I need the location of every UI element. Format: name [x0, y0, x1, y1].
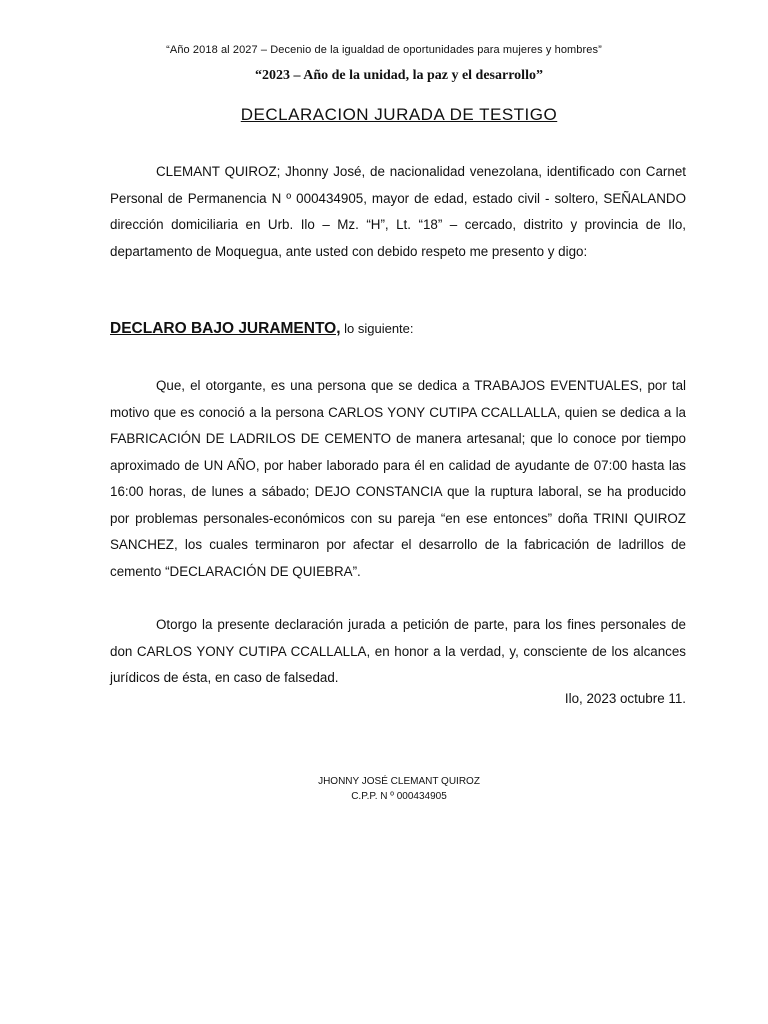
- signature-name: JHONNY JOSÉ CLEMANT QUIROZ: [318, 776, 480, 787]
- signature-id: C.P.P. N º 000434905: [351, 791, 447, 802]
- paragraph-testimony-text: Que, el otorgante, es una persona que se dedica a TRABAJOS EVENTUALES, por tal motivo que es conoció a la persona CARLOS YONY CUTIPA CCALLALLA, quien se dedica a la FABRICACIÓN DE LADRILOS DE CEMENTO de manera artesanal; que lo conoce por tiempo aproximado de UN AÑO, por haber laborado para él en calidad de ayudante de 07:00 hasta las 16:00 horas, de lunes a sábado; DEJO CONSTANCIA que la ruptura laboral, se ha producido por problemas personales-económicos con su pareja “en ese entonces” doña TRINI QUIROZ SANCHEZ, los cuales terminaron por afectar el desarrollo de la fabricación de ladrillos de cemento “DECLARACIÓN DE QUIEBRA”.: [110, 378, 686, 579]
- header-motto: “Año 2018 al 2027 – Decenio de la igualdad de oportunidades para mujeres y hombres”: [166, 44, 602, 56]
- declaration-rest: lo siguiente:: [340, 321, 414, 336]
- paragraph-identification: [110, 159, 686, 265]
- header-year-title: “2023 – Año de la unidad, la paz y el desarrollo”: [255, 68, 543, 83]
- paragraph-identification-text: CLEMANT QUIROZ; Jhonny José, de nacionalidad venezolana, identificado con Carnet Personal de Permanencia N º 000434905, mayor de edad, estado civil - soltero, SEÑALANDO dirección domiciliaria en Urb. Ilo – Mz. “H”, Lt. “18” – cercado, distrito y provincia de Ilo, departamento de Moquegua, ante usted con debido respeto me presento y digo:: [110, 164, 686, 259]
- date-line: Ilo, 2023 octubre 11.: [564, 691, 686, 706]
- declaration-strong: DECLARO BAJO JURAMENTO,: [110, 320, 341, 337]
- declaration-heading: [110, 320, 686, 338]
- paragraph-closing: [110, 612, 686, 692]
- paragraph-closing-text: Otorgo la presente declaración jurada a petición de parte, para los fines personales de don CARLOS YONY CUTIPA CCALLALLA, en honor a la verdad, y, consciente de los alcances jurídicos de ésta, en caso de falsedad.: [110, 617, 686, 685]
- paragraph-testimony: [110, 373, 686, 585]
- document-title: DECLARACION JURADA DE TESTIGO: [240, 105, 558, 124]
